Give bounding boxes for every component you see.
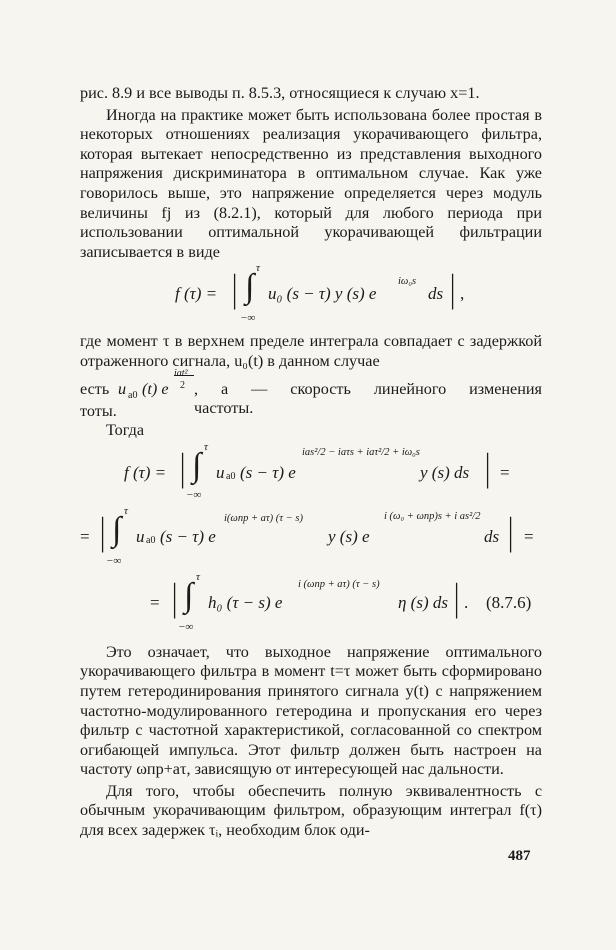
inline-eq-exp-num: iat² xyxy=(174,367,188,379)
eq4-abs-right: | xyxy=(454,575,460,619)
eq2-exponent: ias²/2 − iaτs + iaτ²/2 + iω₀s xyxy=(302,446,420,458)
eq2-arg: (s − τ) e xyxy=(240,462,296,482)
inline-eq-exp-den: 2 xyxy=(180,379,185,391)
equation-4 xyxy=(80,571,542,643)
eq4-integrand: h₀ (τ − s) e xyxy=(208,592,283,612)
eq2-equals: = xyxy=(500,462,510,482)
paragraph-3b-continued: тоты. xyxy=(80,401,117,420)
paragraph-5: Это означает, что выходное напряжение оптимального укорачивающего фильтра в момент t=τ может быть сформировано путем гетеродинирования принятого сигнала y(t) с напряжением частотно-модулированного гетеродина и пропускания его через фильтр с частотной характеристикой, согласованной со спектром огибающей импульса. Этот фильтр должен быть настроен на частоту ωпр+aτ, зависящую от интересующей нас дальности. xyxy=(80,642,542,779)
eq2-integrand: u xyxy=(216,462,225,482)
eq2-tail: y (s) ds xyxy=(420,462,470,482)
eq1-ds: ds xyxy=(428,284,444,304)
inline-eq-arg: (t) e xyxy=(142,379,169,398)
eq3-exponent: i(ωпр + aτ) (τ − s) xyxy=(224,512,303,524)
eq4-exponent: i (ωпр + aτ) (τ − s) xyxy=(298,578,380,590)
eq3-ds: ds xyxy=(484,526,500,546)
eq1-abs-right: | xyxy=(450,266,456,311)
equation-2 xyxy=(80,441,542,505)
eq4-tail: η (s) ds xyxy=(398,592,448,612)
eq4-abs-left: | xyxy=(172,575,178,619)
eq2-upper-limit: τ xyxy=(204,440,208,453)
eq2-abs-right: | xyxy=(485,445,491,489)
eq1-lhs: f (τ) = xyxy=(175,284,218,304)
paragraph-1: рис. 8.9 и все выводы п. 8.5.3, относящиеся к случаю x=1. xyxy=(80,84,480,102)
eq3-integral: ∫ xyxy=(112,510,122,548)
eq3-equals: = xyxy=(524,526,534,546)
inline-eq-u: u xyxy=(118,379,127,398)
paragraph-3b xyxy=(80,367,542,418)
eq4-integral: ∫ xyxy=(184,576,194,614)
eq3-sub: a0 xyxy=(146,534,156,546)
paragraph-3b-lead: есть xyxy=(80,379,110,398)
eq1-lower-limit: −∞ xyxy=(240,312,256,325)
equation-number: (8.7.6) xyxy=(486,592,532,612)
eq1-comma: , xyxy=(460,284,465,304)
eq3-upper-limit: τ xyxy=(124,504,128,517)
inline-eq-sub: a0 xyxy=(128,389,138,401)
eq4-lower-limit: −∞ xyxy=(178,620,194,633)
paragraph-3b-text: , a — скорость линейного изменения частоты. xyxy=(194,379,542,418)
paragraph-6: Для того, чтобы обеспечить полную эквивалентность с обычным укорачивающим фильтром, образующим интеграл f(τ) для всех задержек τᵢ, необходим блок оди- xyxy=(80,781,542,840)
eq3-abs-right: | xyxy=(508,509,514,553)
paragraph-3a: где момент τ в верхнем пределе интеграла совпадает с задержкой отраженного сигнала, u₀(t) в данном случае xyxy=(80,332,542,370)
eq3-lower-limit: −∞ xyxy=(106,554,122,567)
eq4-period: . xyxy=(464,592,469,612)
eq1-exponent: iω₀s xyxy=(398,276,417,288)
eq2-integral: ∫ xyxy=(192,446,202,484)
paragraph-4: Тогда xyxy=(106,421,145,440)
eq4-lhs: = xyxy=(150,592,160,612)
eq1-integral: ∫ xyxy=(245,268,255,306)
eq2-lhs: f (τ) = xyxy=(124,462,167,482)
eq1-abs-left: | xyxy=(232,266,238,311)
eq3-exponent-2: i (ω₀ + ωпр)s + i as²/2 xyxy=(384,510,481,522)
eq3-abs-left: | xyxy=(100,509,106,553)
page-body xyxy=(80,84,542,841)
eq3-arg: (s − τ) e xyxy=(160,526,216,546)
eq3-integrand: u xyxy=(136,526,145,546)
page-number: 487 xyxy=(508,848,531,864)
eq4-upper-limit: τ xyxy=(196,570,200,583)
eq1-integrand: u₀ (s − τ) y (s) e xyxy=(268,284,377,304)
equation-1 xyxy=(80,262,542,332)
eq3-lhs: = xyxy=(80,526,90,546)
eq3-mid: y (s) e xyxy=(328,526,370,546)
eq2-abs-left: | xyxy=(180,445,186,489)
eq1-upper-limit: τ xyxy=(256,262,260,275)
eq2-lower-limit: −∞ xyxy=(186,488,202,501)
eq2-sub: a0 xyxy=(226,470,236,482)
paragraph-2: Иногда на практике может быть использована более простая в некоторых отношениях реализация укорачивающего фильтра, которая вытекает непосредственно из представления выходного напряжения дискриминатора в оптимальном случае. Как уже говорилось выше, это напряжение определяется через модуль величины fj из (8.2.1), который для любого периода при использовании оптимальной укорачивающей фильтрации записывается в виде xyxy=(80,105,542,261)
equation-3 xyxy=(80,505,542,571)
